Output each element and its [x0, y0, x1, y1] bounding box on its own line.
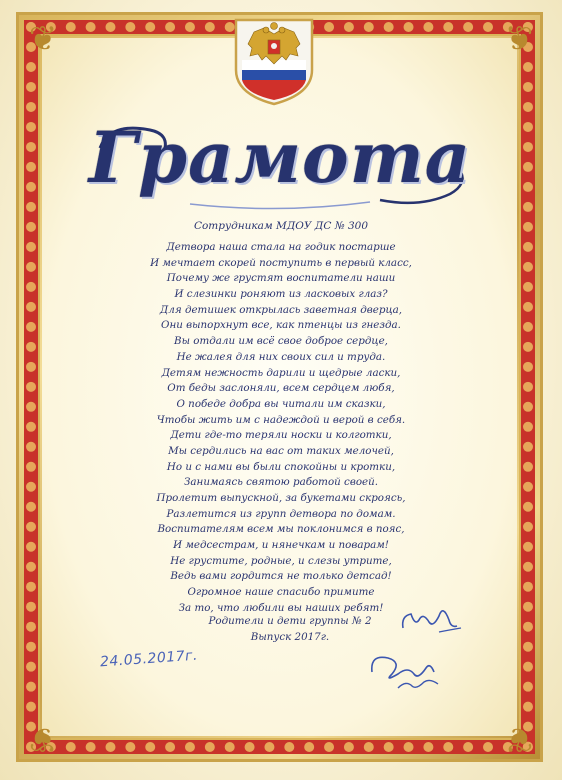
handwritten-signature-icon	[368, 644, 458, 694]
handwritten-date: 24.05.2017г.	[99, 647, 199, 671]
poem-line: И медсестрам, и нянечкам и поварам!	[173, 539, 389, 552]
poem-line: О победе добра вы читали им сказки,	[176, 397, 386, 410]
title-text: Грамота	[88, 116, 472, 199]
handwritten-signature-icon	[395, 598, 465, 638]
poem-line: И мечтает скорей поступить в первый класс,	[150, 256, 412, 269]
poem-line: Мы сердились на вас от таких мелочей,	[168, 444, 394, 457]
poem-line: Но и с нами вы были спокойны и кротки,	[166, 460, 396, 473]
corner-ornament-icon: ❦	[28, 719, 58, 759]
certificate-title	[80, 108, 480, 212]
russian-coat-of-arms-emblem-icon	[228, 14, 320, 106]
poem-line: Детям нежность дарили и щедрые ласки,	[161, 366, 401, 379]
poem-line: Чтобы жить им с надеждой и верой в себя.	[156, 413, 406, 426]
signatory-block	[170, 613, 410, 645]
poem-line: Пролетит выпускной, за букетами скроясь,	[156, 492, 406, 504]
poem-line: Не грустите, родные, и слезы утрите,	[170, 554, 392, 567]
poem-line: Занимаясь святою работой своей.	[183, 476, 379, 489]
poem-line: Огромное наше спасибо примите	[187, 586, 375, 599]
poem-line: Разлетится из групп детвора по домам.	[166, 507, 396, 520]
corner-ornament-icon: ❦	[504, 719, 534, 759]
poem-text	[0, 240, 562, 617]
poem-line: Воспитателям всем мы поклонимся в пояс,	[157, 523, 405, 536]
poem-line: Почему же грустят воспитатели наши	[166, 272, 396, 285]
poem-line: Вы отдали им всё свое доброе сердце,	[174, 335, 388, 348]
poem-line: Не жалея для них своих сил и труда.	[176, 350, 386, 363]
poem-line: Детвора наша стала на годик постарше	[166, 241, 396, 253]
poem-line: Дети где-то теряли носки и колготки,	[170, 429, 392, 442]
poem-line: И слезинки роняют из ласковых глаз?	[174, 288, 388, 301]
poem-line: От беды заслоняли, всем сердцем любя,	[167, 382, 395, 395]
poem-line: Для детишек открылась заветная дверца,	[159, 303, 403, 316]
corner-ornament-icon: ❦	[28, 19, 58, 59]
poem-line: За то, что любили вы наших ребят!	[178, 601, 384, 614]
issue-line: Выпуск 2017г.	[250, 631, 330, 643]
poem-line: Они выпорхнут все, как птенцы из гнезда.	[161, 319, 401, 332]
signed-by-line: Родители и дети группы № 2	[208, 615, 372, 627]
addressee-line: Сотрудникам МДОУ ДС № 300	[193, 220, 369, 232]
poem-line: Ведь вами гордится не только детсад!	[170, 570, 392, 583]
corner-ornament-icon: ❦	[504, 19, 534, 59]
